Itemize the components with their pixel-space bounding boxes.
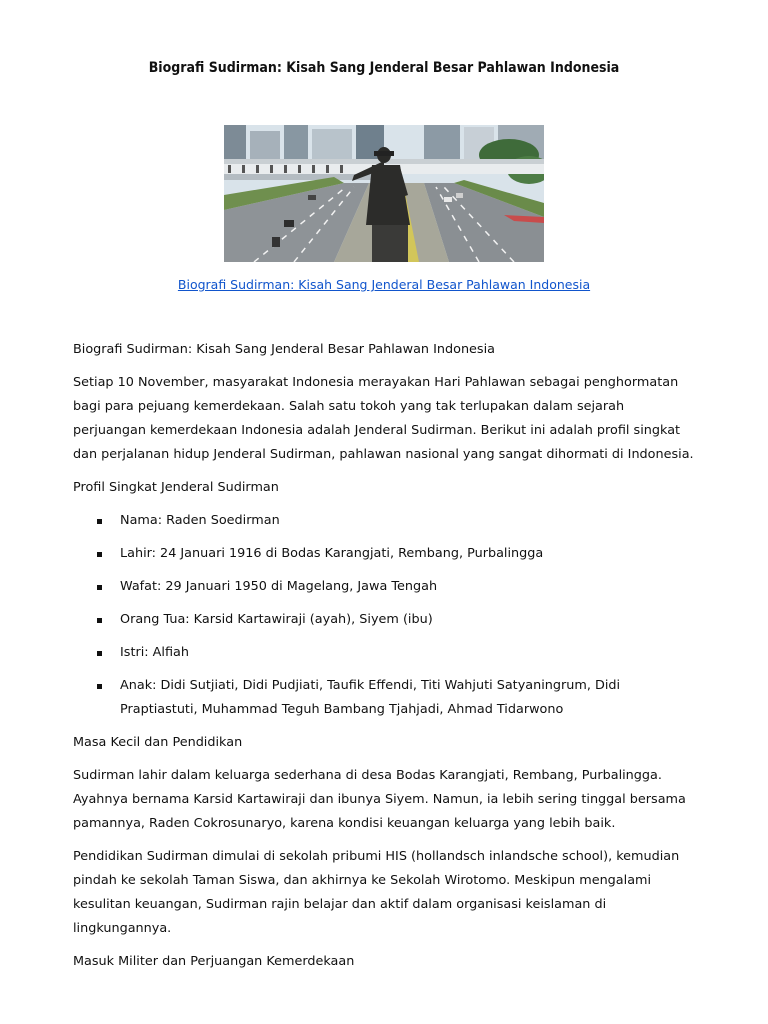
square-bullet-icon (97, 519, 102, 524)
list-item-text: Orang Tua: Karsid Kartawiraji (ayah), Siyem (ibu) (120, 612, 433, 627)
square-bullet-icon (97, 618, 102, 623)
intro-paragraph: Setiap 10 November, masyarakat Indonesia merayakan Hari Pahlawan sebagai penghormatan bagi para pejuang kemerdekaan. Salah satu tokoh yang tak terlupakan dalam sejarah perjuangan kemerdekaan Indonesia adalah Jenderal Sudirman. Berikut ini adalah profil singkat dan perjalanan hidup Jenderal Sudirman, pahlawan nasional yang sangat dihormati di Indonesia. (73, 375, 694, 462)
document-title: Biografi Sudirman: Kisah Sang Jenderal Besar Pahlawan Indonesia (148, 60, 620, 76)
list-item-text: Istri: Alfiah (120, 645, 189, 660)
childhood-paragraph-1: Sudirman lahir dalam keluarga sederhana di desa Bodas Karangjati, Rembang, Purbalingga. Ayahnya bernama Karsid Kartawiraji dan ibunya Siyem. Namun, ia lebih sering tinggal bersama pamannya, Raden Cokrosunaryo, karena kondisi keuangan keluarga yang lebih baik. (73, 768, 686, 831)
image-caption-link[interactable]: Biografi Sudirman: Kisah Sang Jenderal Besar Pahlawan Indonesia (177, 277, 591, 292)
square-bullet-icon (97, 552, 102, 557)
profile-heading: Profil Singkat Jenderal Sudirman (73, 480, 279, 495)
square-bullet-icon (97, 585, 102, 590)
list-item-text: Anak: Didi Sutjiati, Didi Pudjiati, Taufik Effendi, Titi Wahjuti Satyaningrum, Didi Praptiastuti, Muhammad Teguh Bambang Tjahjadi, Ahmad Tidarwono (120, 678, 621, 717)
list-item-text: Nama: Raden Soedirman (120, 513, 280, 528)
list-item (73, 608, 695, 632)
sudirman-statue-photo (224, 125, 544, 262)
list-item (73, 641, 695, 665)
military-heading: Masuk Militer dan Perjuangan Kemerdekaan (73, 954, 355, 969)
list-item-text: Wafat: 29 Januari 1950 di Magelang, Jawa Tengah (120, 579, 438, 594)
document-body (73, 338, 695, 983)
list-item (73, 575, 695, 599)
profile-list (73, 509, 695, 722)
square-bullet-icon (97, 651, 102, 656)
list-item (73, 542, 695, 566)
childhood-heading: Masa Kecil dan Pendidikan (73, 735, 243, 750)
childhood-paragraph-2: Pendidikan Sudirman dimulai di sekolah pribumi HIS (hollandsch inlandsche school), kemudian pindah ke sekolah Taman Siswa, dan akhirnya ke Sekolah Wirotomo. Meskipun mengalami kesulitan keuangan, Sudirman rajin belajar dan aktif dalam organisasi keislaman di lingkungannya. (73, 849, 680, 936)
intro-heading: Biografi Sudirman: Kisah Sang Jenderal Besar Pahlawan Indonesia (73, 342, 495, 357)
list-item (73, 674, 695, 722)
square-bullet-icon (97, 684, 102, 689)
list-item-text: Lahir: 24 Januari 1916 di Bodas Karangjati, Rembang, Purbalingga (120, 546, 544, 561)
image-caption (0, 277, 768, 292)
list-item (73, 509, 695, 533)
